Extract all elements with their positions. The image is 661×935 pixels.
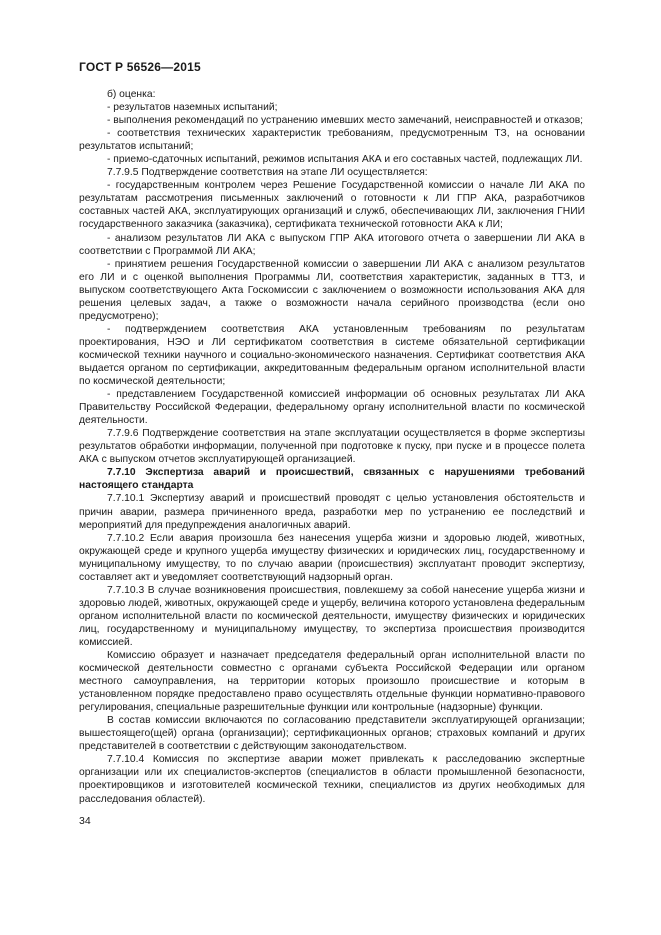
list-item: - анализом результатов ЛИ АКА с выпуском ГПР АКА итогового отчета о завершении ЛИ АКА в соответствии с Программой ЛИ АКА;	[79, 232, 585, 257]
paragraph: Комиссию образует и назначает председателя федеральный орган исполнительной власти по космической деятельности совместно с органами субъекта Российской Федерации или органом местного самоуправления, на территории которых произошло происшествие и которым в установленном порядке предоставлено право осуществлять отдельные функции нормативно-правового регулирования, специальные разрешительные функции или контрольные (надзорные) функции.	[79, 650, 585, 714]
page-number: 34	[79, 815, 91, 827]
document-header: ГОСТ Р 56526—2015	[79, 60, 201, 74]
paragraph: б) оценка:	[107, 89, 156, 100]
clause-7-7-9-5: 7.7.9.5 Подтверждение соответствия на этапе ЛИ осуществляется:	[107, 167, 428, 179]
list-item: - выполнения рекомендаций по устранению имевших место замечаний, неисправностей и отказов;	[107, 115, 584, 127]
list-item: - принятием решения Государственной комиссии о завершении ЛИ АКА с анализом результатов его ЛИ и с оценкой выполнения Программы ЛИ, соответствия характеристик, заданных в ТТЗ, и выпуском соответствующего Акта Госкомиссии с заключением о возможности использования АКА для решения целевых задач, а также о возможности начала серийного производства (если оно предусмотрено);	[79, 258, 585, 322]
document-body	[79, 88, 585, 806]
clause-7-7-10-4: 7.7.10.4 Комиссия по экспертизе аварии может привлекать к расследованию экспертные организации или их специалистов-экспертов (специалистов в области промышленной безопасности, проектировщиков и изготовителей космической техники, специалистов из других необходимых для расследования областей).	[79, 754, 585, 805]
list-item: - представлением Государственной комиссией информации об основных результатах ЛИ АКА Правительству Российской Федерации, федеральному органу исполнительной власти по космической деятельности.	[79, 389, 585, 427]
clause-7-7-10-2: 7.7.10.2 Если авария произошла без нанесения ущерба жизни и здоровью людей, животных, окружающей среде и крупного ущерба имуществу физических и юридических лиц, государственному и муниципальному имуществу, то по случаю аварии (происшествия) эксплуатант проводит экспертизу, составляет акт и уведомляет соответствующий надзорный орган.	[79, 532, 585, 583]
section-heading-7-7-10: 7.7.10 Экспертиза аварий и происшествий, связанных с нарушениями требований настоящего стандарта	[79, 467, 585, 492]
clause-7-7-10-1: 7.7.10.1 Экспертизу аварий и происшествий проводят с целью установления обстоятельств и причин аварии, размера причиненного вреда, разработки мер по устранению ее последствий и мероприятий для предупреждения аналогичных аварий.	[79, 493, 585, 531]
clause-7-7-10-3: 7.7.10.3 В случае возникновения происшествия, повлекшему за собой нанесение ущерба жизни и здоровью людей, животных, окружающей среде и ущербу, величина которого установлена федеральным органом исполнительной власти по космической деятельности, имуществу физических и юридических лиц, государственному и муниципальному имуществу, то экспертиза происшествия производится комиссией.	[79, 584, 585, 648]
clause-7-7-9-6: 7.7.9.6 Подтверждение соответствия на этапе эксплуатации осуществляется в форме экспертизы результатов обработки информации, полученной при подготовке к пуску, при пуске и в процессе полета АКА с выпуском отчетов эксплуатирующей организацией.	[79, 428, 585, 466]
list-item: - соответствия технических характеристик требованиям, предусмотренным ТЗ, на основании результатов испытаний;	[79, 128, 585, 153]
paragraph: В состав комиссии включаются по согласованию представители эксплуатирующей организации; вышестоящего(щей) органа (организации); сертификационных органов; страховых компаний и других представителей в соответствии с действующим законодательством.	[79, 715, 585, 753]
list-item: - результатов наземных испытаний;	[107, 102, 278, 114]
list-item: - подтверждением соответствия АКА установленным требованиям по результатам проектирования, НЭО и ЛИ сертификатом соответствия в системе обязательной сертификации космической техники научного и социально-экономического назначения. Сертификат соответствия АКА выдается органом по сертификации, аккредитованным федеральным органом исполнительной власти по космической деятельности;	[79, 323, 585, 388]
list-item: - приемо-сдаточных испытаний, режимов испытания АКА и его составных частей, подлежащих ЛИ.	[107, 154, 583, 166]
list-item: - государственным контролем через Решение Государственной комиссии о начале ЛИ АКА по результатам рассмотрения письменных заключений о готовности к ЛИ ГПР АКА, разработчиков составных частей АКА, эксплуатирующих организаций и служб, обеспечивающих ЛИ, заключения ГНИИ государственного заказчика (заказчика), сертификата технической готовности АКА к ЛИ;	[79, 180, 585, 231]
